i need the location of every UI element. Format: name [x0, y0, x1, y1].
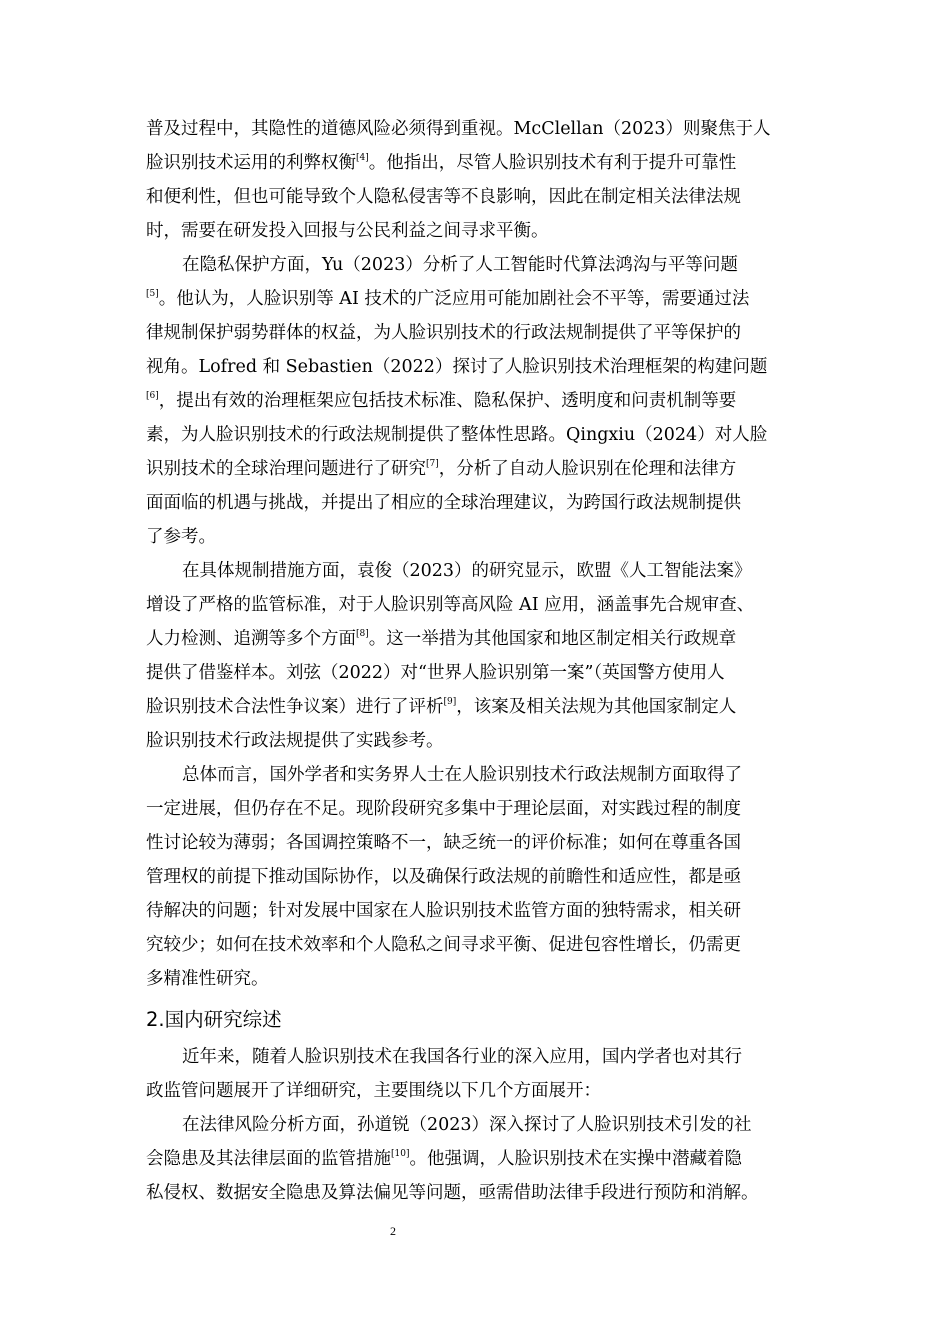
- text-run: 视角。Lofred 和 Sebastien（2022）探讨了人脸识别技术治理框架的构建问题: [146, 357, 768, 377]
- text-run: 素，为人脸识别技术的行政法规制提供了整体性思路。Qingxiu（2024）对人脸: [146, 425, 768, 445]
- text-run: 。他强调，人脸识别技术在实操中潜藏着隐: [409, 1149, 742, 1169]
- text-run: 待解决的问题；针对发展中国家在人脸识别技术监管方面的独特需求，相关研: [146, 901, 741, 921]
- text-run: 在隐私保护方面，Yu（2023）分析了人工智能时代算法鸿沟与平等问题: [182, 255, 738, 275]
- text-line: [146, 316, 808, 350]
- text-run: 。这一举措为其他国家和地区制定相关行政规章: [368, 629, 737, 649]
- text-run: 律规制保护弱势群体的权益，为人脸识别技术的行政法规制提供了平等保护的: [146, 323, 741, 343]
- text-run: 一定进展，但仍存在不足。现阶段研究多集中于理论层面，对实践过程的制度: [146, 799, 741, 819]
- text-run: 政监管问题展开了详细研究，主要围绕以下几个方面展开：: [146, 1081, 601, 1101]
- paragraph: [146, 1040, 808, 1108]
- text-run: 在法律风险分析方面，孙道锐（2023）深入探讨了人脸识别技术引发的社: [182, 1115, 752, 1135]
- text-run: 多精准性研究。: [146, 969, 269, 989]
- text-line: [146, 554, 808, 588]
- citation-ref: [4]: [356, 153, 369, 163]
- text-line: [146, 1108, 808, 1142]
- text-run: 提供了借鉴样本。刘弦（2022）对“世界人脸识别第一案”（英国警方使用人: [146, 663, 725, 683]
- text-run: 普及过程中，其隐性的道德风险必须得到重视。McClellan（2023）则聚焦于人: [146, 119, 771, 139]
- citation-ref: [10]: [391, 1149, 410, 1159]
- paragraph: [146, 112, 808, 248]
- citation-ref: [9]: [443, 697, 457, 707]
- page-number: 2: [390, 1224, 396, 1238]
- paragraph: [146, 554, 808, 758]
- text-run: ，分析了自动人脸识别在伦理和法律方: [438, 459, 737, 479]
- text-line: [146, 520, 808, 554]
- text-line: [146, 350, 808, 384]
- text-line: [146, 928, 808, 962]
- text-line: [146, 588, 808, 622]
- text-line: [146, 418, 808, 452]
- text-line: [146, 1176, 808, 1210]
- text-run: 管理权的前提下推动国际协作，以及确保行政法规的前瞻性和适应性，都是亟: [146, 867, 741, 887]
- text-run: 时，需要在研发投入回报与公民利益之间寻求平衡。: [146, 221, 549, 241]
- citation-ref: [5]: [146, 289, 159, 299]
- text-run: 面面临的机遇与挑战，并提出了相应的全球治理建议，为跨国行政法规制提供: [146, 493, 741, 513]
- text-run: 了参考。: [146, 527, 216, 547]
- text-run: 。他指出，尽管人脸识别技术有利于提升可靠性: [368, 153, 737, 173]
- citation-ref: [6]: [146, 391, 159, 401]
- paragraph: [146, 1108, 808, 1210]
- text-line: [146, 826, 808, 860]
- text-line: [146, 724, 808, 758]
- body-text: [146, 112, 808, 1210]
- text-run: 。他认为，人脸识别等 AI 技术的广泛应用可能加剧社会不平等，需要通过法: [158, 289, 750, 309]
- text-run: 和便利性，但也可能导致个人隐私侵害等不良影响，因此在制定相关法律法规: [146, 187, 741, 207]
- text-line: [146, 1142, 808, 1176]
- citation-ref: [8]: [356, 629, 369, 639]
- text-line: [146, 180, 808, 214]
- paragraph: [146, 758, 808, 996]
- text-run: 脸识别技术合法性争议案）进行了评析: [146, 697, 444, 717]
- text-line: [146, 1040, 808, 1074]
- text-line: [146, 860, 808, 894]
- text-line: [146, 384, 808, 418]
- text-line: [146, 792, 808, 826]
- text-run: 在具体规制措施方面，袁俊（2023）的研究显示，欧盟《人工智能法案》: [182, 561, 752, 581]
- text-run: 私侵权、数据安全隐患及算法偏见等问题，亟需借助法律手段进行预防和消解。: [146, 1183, 759, 1203]
- text-line: [146, 248, 808, 282]
- text-line: [146, 894, 808, 928]
- text-line: [146, 282, 808, 316]
- text-run: 近年来，随着人脸识别技术在我国各行业的深入应用，国内学者也对其行: [182, 1047, 742, 1067]
- text-run: 究较少；如何在技术效率和个人隐私之间寻求平衡、促进包容性增长，仍需更: [146, 935, 741, 955]
- text-run: ，提出有效的治理框架应包括技术标准、隐私保护、透明度和问责机制等要: [158, 391, 737, 411]
- text-line: [146, 486, 808, 520]
- citation-ref: [7]: [426, 459, 439, 469]
- text-line: [146, 656, 808, 690]
- text-line: [146, 214, 808, 248]
- text-run: 脸识别技术行政法规提供了实践参考。: [146, 731, 444, 751]
- text-run: ，该案及相关法规为其他国家制定人: [456, 697, 737, 717]
- text-line: [146, 690, 808, 724]
- text-line: [146, 962, 808, 996]
- text-run: 性讨论较为薄弱；各国调控策略不一，缺乏统一的评价标准；如何在尊重各国: [146, 833, 741, 853]
- text-line: [146, 1074, 808, 1108]
- text-run: 识别技术的全球治理问题进行了研究: [146, 459, 426, 479]
- text-run: 会隐患及其法律层面的监管措施: [146, 1149, 391, 1169]
- text-run: 增设了严格的监管标准，对于人脸识别等高风险 AI 应用，涵盖事先合规审查、: [146, 595, 755, 615]
- paragraph: [146, 248, 808, 554]
- text-line: [146, 146, 808, 180]
- text-line: [146, 112, 808, 146]
- text-line: [146, 452, 808, 486]
- section-heading: 2.国内研究综述: [146, 1008, 282, 1031]
- text-run: 人力检测、追溯等多个方面: [146, 629, 356, 649]
- text-line: [146, 622, 808, 656]
- text-line: [146, 758, 808, 792]
- text-run: 脸识别技术运用的利弊权衡: [146, 153, 356, 173]
- text-run: 总体而言，国外学者和实务界人士在人脸识别技术行政法规制方面取得了: [182, 765, 742, 785]
